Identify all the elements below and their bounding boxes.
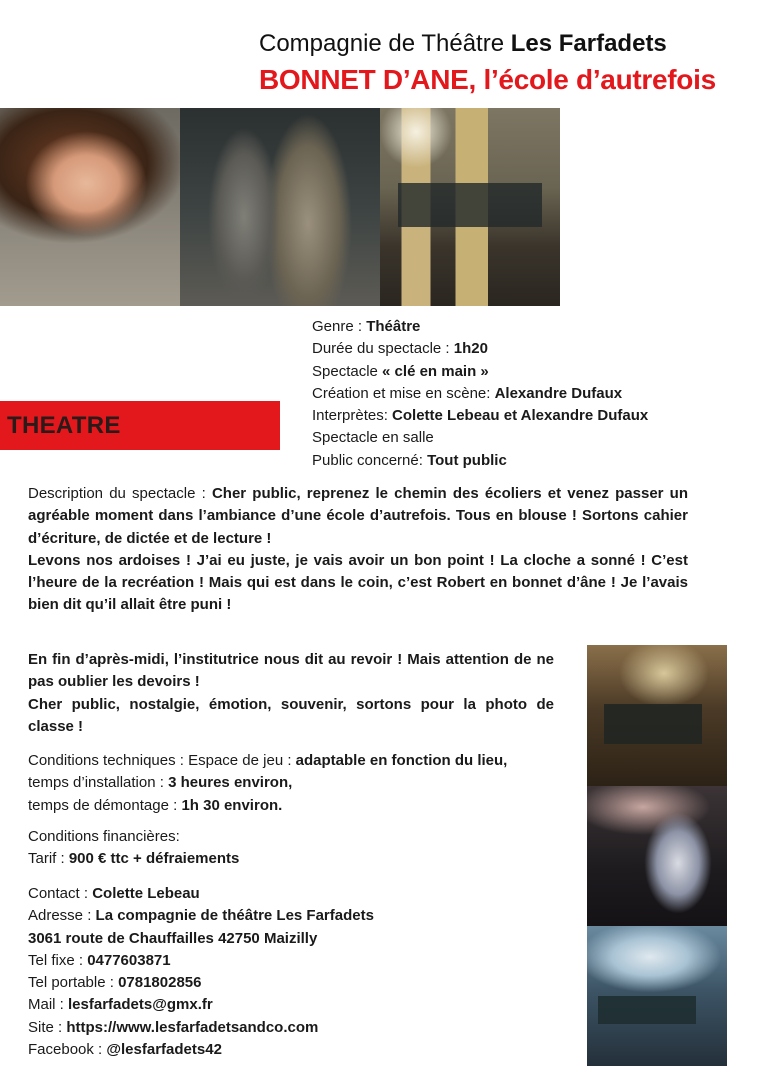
info-turnkey: Spectacle « clé en main » bbox=[312, 362, 489, 380]
performer-spotlight-photo bbox=[587, 786, 727, 926]
contact-site: Site : https://www.lesfarfadetsandco.com bbox=[28, 1018, 319, 1036]
facebook-link[interactable]: @lesfarfadets42 bbox=[106, 1041, 222, 1059]
ending-paragraph-1: En fin d’après-midi, l’institutrice nous dit au revoir ! Mais attention de ne pas oublier les devoirs ! bbox=[28, 651, 554, 691]
classroom-scene-photo bbox=[380, 108, 560, 306]
contact-facebook: Facebook : @lesfarfadets42 bbox=[28, 1041, 222, 1059]
teacher-at-blackboard-photo bbox=[587, 645, 727, 786]
contact-mail: Mail : lesfarfadets@gmx.fr bbox=[28, 996, 213, 1014]
actors-on-stage-photo bbox=[180, 108, 380, 306]
contact-person: Contact : Colette Lebeau bbox=[28, 885, 200, 902]
finance-tarif: Tarif : 900 € ttc + défraiements bbox=[28, 850, 240, 868]
contact-phone-fixed: Tel fixe : 0477603871 bbox=[28, 951, 171, 969]
category-label: THEATRE bbox=[7, 412, 121, 439]
mail-link[interactable]: lesfarfadets@gmx.fr bbox=[68, 996, 213, 1014]
site-link[interactable]: https://www.lesfarfadetsandco.com bbox=[66, 1018, 319, 1036]
company-heading bbox=[259, 30, 667, 58]
description-paragraph-1: Description du spectacle : Cher public, reprenez le chemin des écoliers et venez passer un agréable moment dans l’ambiance d’une école d’autrefois. Tous en blouse ! Sortons cahier d’écriture, de dictée et de lecture ! bbox=[28, 485, 689, 547]
info-performers: Interprètes: Colette Lebeau et Alexandre Dufaux bbox=[312, 407, 649, 425]
info-creation: Création et mise en scène: Alexandre Dufaux bbox=[312, 384, 623, 402]
ending-paragraph-2: Cher public, nostalgie, émotion, souvenir, sortons pour la photo de classe ! bbox=[28, 695, 554, 735]
info-genre: Genre : Théâtre bbox=[312, 318, 421, 335]
contact-address-line2: 3061 route de Chauffailles 42750 Maizilly bbox=[28, 929, 318, 947]
show-ending bbox=[28, 649, 554, 738]
info-venue: Spectacle en salle bbox=[312, 429, 434, 447]
tech-stage-space: Conditions techniques : Espace de jeu : adaptable en fonction du lieu, bbox=[28, 752, 508, 769]
classroom-stage-photo bbox=[587, 926, 727, 1066]
company-prefix: Compagnie de Théâtre bbox=[259, 30, 511, 57]
financial-conditions bbox=[28, 826, 239, 871]
info-duration: Durée du spectacle : 1h20 bbox=[312, 340, 488, 358]
contact-details bbox=[28, 883, 374, 1061]
tech-setup-time: temps d’installation : 3 heures environ, bbox=[28, 774, 293, 792]
contact-phone-mobile: Tel portable : 0781802856 bbox=[28, 974, 202, 992]
tech-teardown-time: temps de démontage : 1h 30 environ. bbox=[28, 796, 283, 814]
technical-conditions bbox=[28, 750, 568, 817]
company-name: Les Farfadets bbox=[510, 30, 667, 57]
description-paragraph-2: Levons nos ardoises ! J’ai eu juste, je vais avoir un bon point ! La cloche a sonné ! C’est l’heure de la recréation ! Mais qui est dans le coin, c’est Robert en bonnet d’âne ! Je l’avais bien dit qu’il allait être puni ! bbox=[28, 551, 688, 614]
actress-portrait-photo bbox=[0, 108, 180, 306]
show-description bbox=[28, 483, 688, 617]
show-title: BONNET D’ANE, l’école d’autrefois bbox=[259, 64, 716, 95]
contact-address: Adresse : La compagnie de théâtre Les Farfadets bbox=[28, 907, 374, 925]
show-info-list bbox=[312, 316, 648, 472]
info-audience: Public concerné: Tout public bbox=[312, 451, 507, 469]
finance-heading: Conditions financières: bbox=[28, 828, 180, 845]
